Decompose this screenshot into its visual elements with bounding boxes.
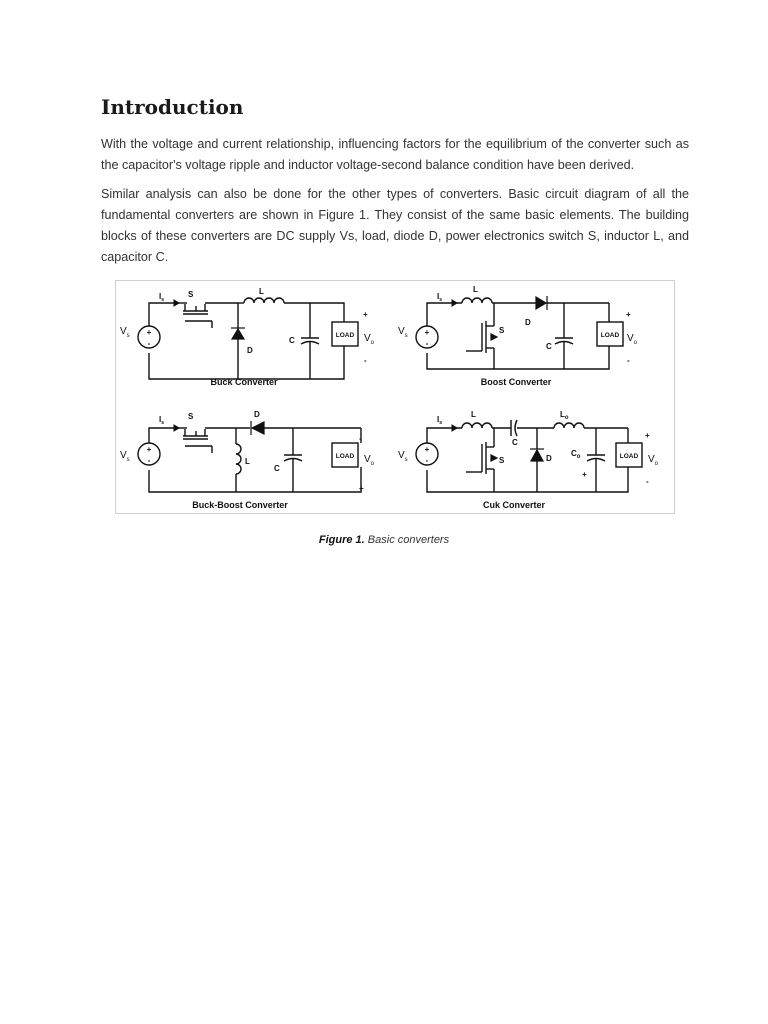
boost-converter bbox=[424, 298, 609, 369]
boost-is-label: $I_s$ bbox=[437, 292, 443, 303]
buck-converter bbox=[146, 298, 344, 379]
cuk-vs-label: $V_s$ bbox=[398, 450, 408, 463]
buckboost-vs-label: $V_s$ bbox=[120, 450, 130, 463]
cuk-s-label: S bbox=[499, 456, 505, 465]
cuk-co-label: $C_o$ bbox=[571, 449, 581, 460]
cuk-vo-label: $V_o$ bbox=[648, 454, 659, 467]
cuk-load-label: LOAD bbox=[619, 453, 639, 460]
boost-source-plus: + bbox=[424, 328, 430, 337]
buckboost-l-label: L bbox=[245, 457, 250, 466]
boost-load-label: LOAD bbox=[600, 332, 620, 339]
cuk-vo-minus: - bbox=[646, 477, 649, 486]
figure-caption bbox=[0, 534, 768, 546]
cuk-co-plus: + bbox=[582, 470, 587, 479]
converter-diagrams bbox=[116, 281, 674, 513]
cuk-d-label: D bbox=[546, 454, 552, 463]
boost-s-label: S bbox=[499, 326, 505, 335]
buckboost-c-label: C bbox=[274, 464, 280, 473]
buckboost-s-label: S bbox=[188, 412, 194, 421]
cuk-lo-label: $L_o$ bbox=[560, 410, 569, 421]
buck-s-label: S bbox=[188, 290, 194, 299]
boost-vo-minus: - bbox=[627, 356, 630, 365]
buck-vo-minus: - bbox=[364, 356, 367, 365]
caption-text: Basic converters bbox=[364, 534, 450, 546]
cuk-converter bbox=[424, 420, 628, 492]
cuk-title: Cuk Converter bbox=[482, 500, 546, 510]
buckboost-is-label: $I_s$ bbox=[159, 415, 165, 426]
buck-d-label: D bbox=[247, 346, 253, 355]
buckboost-d-label: D bbox=[254, 410, 260, 419]
buckboost-vo-label: $V_o$ bbox=[364, 454, 375, 467]
paragraph-1: With the voltage and current relationship, influencing factors for the equilibrium of the converter such as the capacitor's voltage ripple and inductor voltage-second balance condition have been derived. bbox=[101, 137, 689, 172]
boost-vo-label: $V_o$ bbox=[627, 333, 638, 346]
buck-is-label: $I_s$ bbox=[159, 292, 165, 303]
buckboost-converter bbox=[146, 428, 361, 492]
boost-c-label: C bbox=[546, 342, 552, 351]
buckboost-title: Buck-Boost Converter bbox=[192, 500, 288, 510]
buck-vs-label: $V_s$ bbox=[120, 326, 130, 339]
page-heading: Introduction bbox=[101, 95, 244, 119]
buckboost-source-minus: - bbox=[147, 456, 151, 465]
buck-c-label: C bbox=[289, 336, 295, 345]
buck-load-label: LOAD bbox=[335, 332, 355, 339]
boost-vo-plus: + bbox=[626, 310, 631, 319]
cuk-c-label: C bbox=[512, 438, 518, 447]
buck-vo-label: $V_o$ bbox=[364, 333, 375, 346]
cuk-is-label: $I_s$ bbox=[437, 415, 443, 426]
buckboost-load-label: LOAD bbox=[335, 453, 355, 460]
buck-source-minus: - bbox=[147, 339, 151, 348]
boost-source-minus: - bbox=[425, 339, 429, 348]
buckboost-vo-plus: + bbox=[359, 484, 364, 493]
buckboost-source-plus: + bbox=[146, 445, 152, 454]
buck-title: Buck Converter bbox=[210, 377, 278, 387]
cuk-source-plus: + bbox=[424, 445, 430, 454]
buck-l-label: L bbox=[259, 287, 264, 296]
caption-label: Figure 1. bbox=[318, 534, 365, 546]
boost-title: Boost Converter bbox=[480, 377, 552, 387]
buck-vo-plus: + bbox=[363, 310, 368, 319]
boost-l-label: L bbox=[473, 285, 478, 294]
boost-d-label: D bbox=[525, 318, 531, 327]
cuk-source-minus: - bbox=[425, 456, 429, 465]
boost-vs-label: $V_s$ bbox=[398, 326, 408, 339]
figure-1 bbox=[115, 280, 675, 514]
buck-source-plus: + bbox=[146, 328, 152, 337]
paragraph-2: Similar analysis can also be done for the other types of converters. Basic circuit diagram of all the fundamental converters are shown in Figure 1. They consist of the same basic elements. The building blocks of these converters are DC supply Vs, load, diode D, power electronics switch S, inductor L, and capacitor C. bbox=[101, 187, 689, 264]
cuk-vo-plus: + bbox=[645, 431, 650, 440]
cuk-l-label: L bbox=[471, 410, 476, 419]
buckboost-vo-minus: - bbox=[359, 434, 362, 443]
